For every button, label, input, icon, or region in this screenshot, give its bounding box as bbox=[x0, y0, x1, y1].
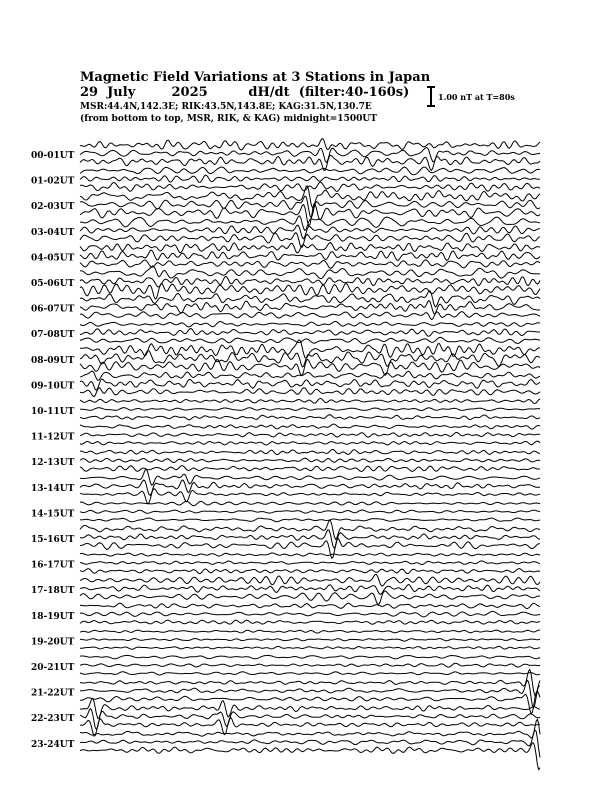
trace-rik bbox=[80, 458, 540, 463]
hour-row-19-20UT bbox=[31, 630, 540, 649]
hour-row-15-16UT bbox=[31, 520, 540, 558]
trace-rik bbox=[80, 148, 540, 163]
trace-kag bbox=[80, 266, 540, 279]
hour-row-06-07UT bbox=[31, 291, 540, 320]
hour-row-16-17UT bbox=[31, 553, 540, 574]
trace-msr bbox=[80, 466, 540, 472]
trace-kag bbox=[80, 167, 540, 175]
hour-label: 10-11UT bbox=[31, 407, 75, 417]
trace-msr bbox=[80, 569, 540, 574]
hour-label: 08-09UT bbox=[31, 355, 75, 366]
trace-msr bbox=[80, 743, 540, 770]
trace-kag bbox=[80, 603, 540, 608]
hour-row-13-14UT bbox=[31, 469, 540, 503]
hour-label: 22-23UT bbox=[31, 714, 75, 725]
trace-rik bbox=[80, 510, 540, 513]
trace-kag bbox=[80, 139, 540, 150]
trace-kag bbox=[80, 424, 540, 429]
trace-rik bbox=[80, 175, 540, 182]
trace-msr bbox=[80, 337, 540, 344]
hour-row-08-09UT bbox=[31, 340, 540, 376]
chart-title: Magnetic Field Variations at 3 Stations in Japan bbox=[80, 70, 431, 85]
hour-row-21-22UT bbox=[31, 670, 540, 714]
trace-msr bbox=[80, 388, 540, 397]
hour-label: 07-08UT bbox=[31, 330, 75, 341]
trace-kag bbox=[80, 630, 540, 633]
hour-label: 17-18UT bbox=[31, 586, 75, 597]
trace-kag bbox=[80, 655, 540, 658]
order-note: (from bottom to top, MSR, RIK, & KAG) midnight=1500UT bbox=[80, 114, 377, 124]
trace-kag bbox=[80, 449, 540, 454]
trace-msr bbox=[80, 441, 540, 445]
hour-label: 23-24UT bbox=[31, 739, 75, 750]
trace-kag bbox=[80, 574, 540, 586]
hour-row-10-11UT bbox=[31, 398, 540, 419]
hour-label: 13-14UT bbox=[31, 483, 75, 494]
trace-msr bbox=[80, 518, 540, 522]
trace-kag bbox=[80, 371, 540, 380]
hour-label: 00-01UT bbox=[31, 151, 75, 161]
hour-label: 19-20UT bbox=[31, 637, 75, 648]
trace-kag bbox=[80, 520, 540, 539]
hour-row-09-10UT bbox=[31, 371, 540, 397]
trace-rik bbox=[80, 250, 540, 260]
hour-label: 12-13UT bbox=[31, 458, 75, 469]
hour-label: 20-21UT bbox=[31, 663, 75, 673]
trace-rik bbox=[80, 408, 540, 411]
hour-row-12-13UT bbox=[31, 449, 540, 471]
trace-rik bbox=[80, 379, 540, 390]
hour-label: 03-04UT bbox=[31, 227, 75, 238]
date-day: 29 bbox=[80, 85, 99, 100]
date-month: July bbox=[107, 85, 136, 100]
filter-label: (filter:40-160s) bbox=[298, 85, 410, 100]
trace-msr bbox=[80, 672, 540, 675]
trace-kag bbox=[80, 243, 540, 254]
hour-row-11-12UT bbox=[31, 424, 540, 445]
trace-rik bbox=[80, 639, 540, 642]
hour-label: 04-05UT bbox=[31, 253, 75, 264]
hour-row-17-18UT bbox=[31, 574, 540, 604]
hour-row-00-01UT bbox=[31, 139, 540, 171]
hour-row-03-04UT bbox=[31, 216, 540, 247]
trace-rik bbox=[80, 680, 540, 708]
quantity-label: dH/dt bbox=[248, 85, 290, 100]
hour-row-04-05UT bbox=[31, 243, 540, 269]
hour-label: 21-22UT bbox=[31, 688, 75, 699]
hour-label: 16-17UT bbox=[31, 560, 75, 571]
trace-msr bbox=[80, 415, 540, 420]
trace-msr bbox=[80, 182, 540, 191]
trace-msr bbox=[80, 591, 540, 604]
hour-row-22-23UT bbox=[31, 699, 540, 737]
date-year: 2025 bbox=[171, 85, 208, 100]
hour-label: 18-19UT bbox=[31, 611, 75, 622]
trace-rik bbox=[80, 611, 540, 617]
trace-msr bbox=[80, 691, 540, 714]
hour-row-23-24UT bbox=[31, 719, 540, 769]
trace-msr bbox=[80, 620, 540, 624]
hour-label: 11-12UT bbox=[31, 432, 75, 443]
trace-kag bbox=[80, 398, 540, 403]
trace-kag bbox=[80, 321, 540, 327]
trace-rik bbox=[80, 329, 540, 337]
trace-msr bbox=[80, 233, 540, 248]
trace-msr bbox=[80, 489, 540, 504]
trace-rik bbox=[80, 480, 540, 495]
trace-msr bbox=[80, 312, 540, 320]
hour-row-20-21UT bbox=[31, 655, 540, 675]
hour-label: 14-15UT bbox=[31, 509, 75, 520]
scale-label: 1.00 nT at T=80s bbox=[438, 92, 515, 102]
trace-rik bbox=[80, 432, 540, 437]
trace-kag bbox=[80, 469, 540, 485]
trace-rik bbox=[80, 709, 540, 730]
hour-row-01-02UT bbox=[31, 167, 540, 192]
trace-kag bbox=[80, 553, 540, 556]
hour-label: 05-06UT bbox=[31, 279, 75, 289]
trace-rik bbox=[80, 585, 540, 595]
trace-rik bbox=[80, 663, 540, 667]
hour-row-07-08UT bbox=[31, 321, 540, 343]
trace-rik bbox=[80, 561, 540, 565]
hour-label: 01-02UT bbox=[31, 176, 75, 187]
hour-label: 15-16UT bbox=[31, 535, 75, 545]
hour-row-14-15UT bbox=[31, 501, 540, 522]
hour-label: 02-03UT bbox=[31, 202, 75, 213]
stations-line: MSR:44.4N,142.3E; RIK:43.5N,143.8E; KAG:31.5N,130.7E bbox=[80, 102, 372, 112]
hour-row-05-06UT bbox=[31, 266, 540, 299]
trace-kag bbox=[80, 719, 540, 738]
hour-label: 09-10UT bbox=[31, 381, 75, 392]
trace-msr bbox=[80, 646, 540, 649]
trace-msr bbox=[80, 260, 540, 268]
trace-rik bbox=[80, 225, 540, 239]
hour-row-18-19UT bbox=[31, 603, 540, 624]
hour-label: 06-07UT bbox=[31, 304, 75, 315]
trace-rik bbox=[80, 301, 540, 314]
